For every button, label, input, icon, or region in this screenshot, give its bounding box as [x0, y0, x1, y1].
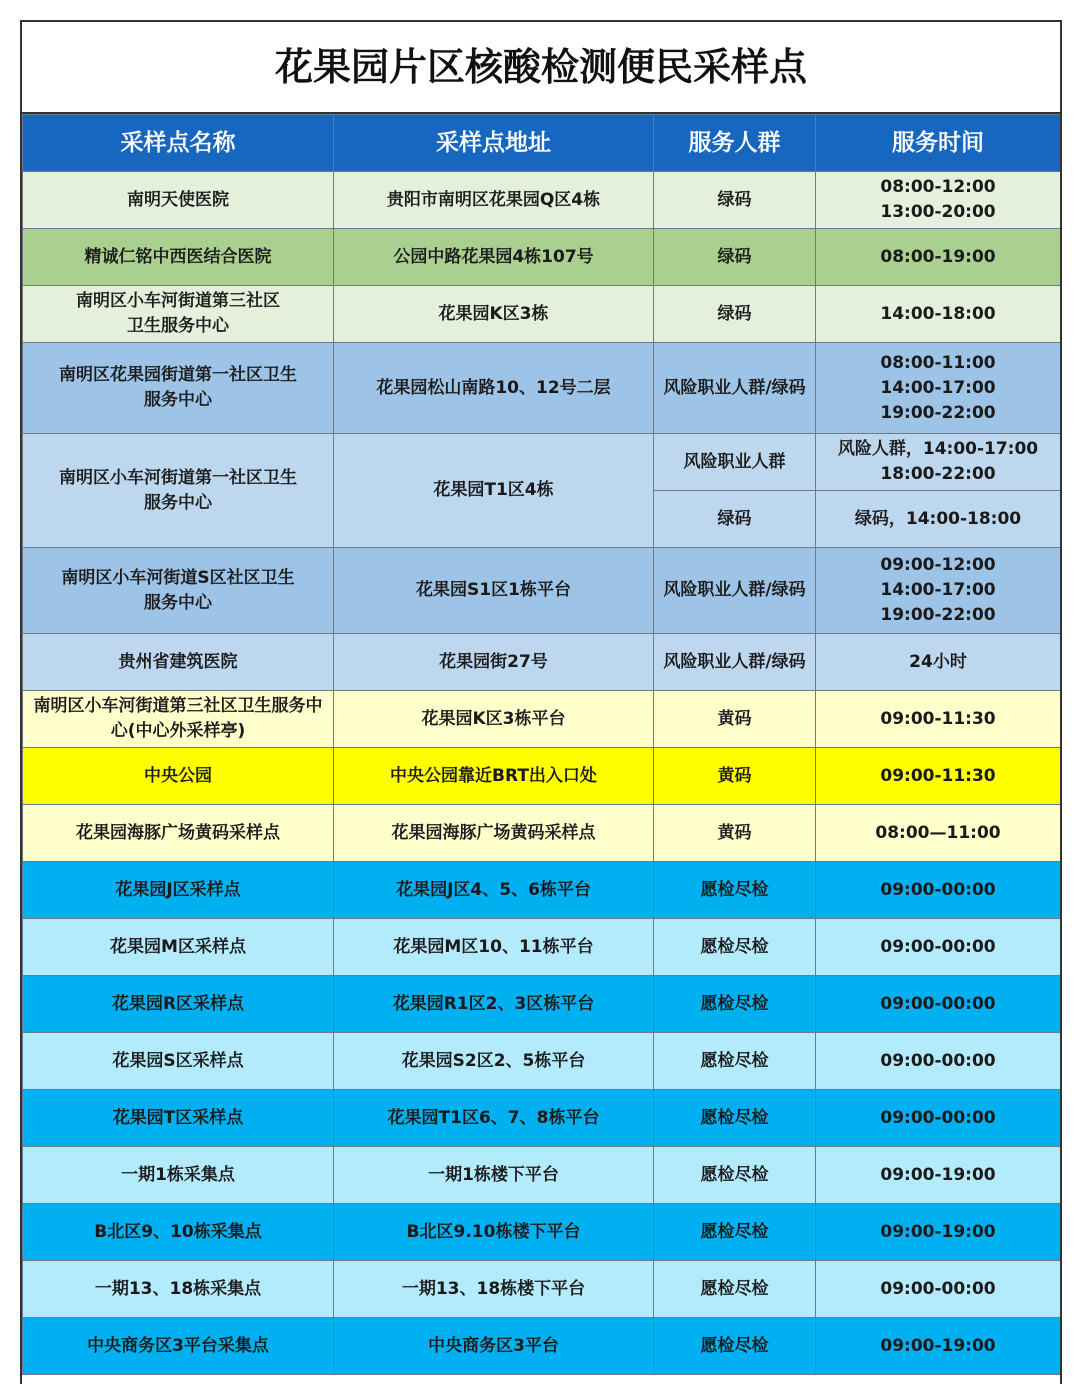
site-address: 花果园T1区6、7、8栋平台: [334, 1090, 654, 1147]
table-row: [23, 548, 1061, 634]
service-group: 绿码: [654, 491, 816, 548]
service-time: 绿码，14:00-18:00: [816, 491, 1061, 548]
service-group: 风险职业人群/绿码: [654, 343, 816, 434]
sampling-site-table: [22, 114, 1061, 1375]
service-group: 愿检尽检: [654, 919, 816, 976]
site-address: 花果园M区10、11栋平台: [334, 919, 654, 976]
table-row: [23, 805, 1061, 862]
service-time: 09:00-11:30: [816, 748, 1061, 805]
table-row: [23, 229, 1061, 286]
site-name: 南明区小车河街道第三社区卫生服务中 心(中心外采样亭): [23, 691, 334, 748]
header-service-time: 服务时间: [816, 115, 1061, 172]
site-name: 花果园T区采样点: [23, 1090, 334, 1147]
service-group: 愿检尽检: [654, 1318, 816, 1375]
service-group: 愿检尽检: [654, 1204, 816, 1261]
site-address: 花果园S2区2、5栋平台: [334, 1033, 654, 1090]
site-address: 花果园J区4、5、6栋平台: [334, 862, 654, 919]
site-name: 精诚仁铭中西医结合医院: [23, 229, 334, 286]
site-name: 一期1栋采集点: [23, 1147, 334, 1204]
site-name: 中央公园: [23, 748, 334, 805]
service-group: 愿检尽检: [654, 976, 816, 1033]
table-row: [23, 919, 1061, 976]
service-time: 14:00-18:00: [816, 286, 1061, 343]
service-group: 绿码: [654, 286, 816, 343]
service-group: 愿检尽检: [654, 1261, 816, 1318]
table-row: [23, 343, 1061, 434]
service-time: 09:00-00:00: [816, 919, 1061, 976]
site-name: 花果园S区采样点: [23, 1033, 334, 1090]
service-time: 09:00-00:00: [816, 1033, 1061, 1090]
site-address: 花果园S1区1栋平台: [334, 548, 654, 634]
service-time: 09:00-00:00: [816, 862, 1061, 919]
table-row: [23, 172, 1061, 229]
table-row: [23, 1204, 1061, 1261]
service-time: 09:00-19:00: [816, 1318, 1061, 1375]
site-name: 南明区小车河街道第三社区 卫生服务中心: [23, 286, 334, 343]
site-address: 公园中路花果园4栋107号: [334, 229, 654, 286]
page-title: 花果园片区核酸检测便民采样点: [22, 22, 1060, 114]
service-group: 愿检尽检: [654, 1147, 816, 1204]
site-name: 花果园R区采样点: [23, 976, 334, 1033]
document-frame: [20, 20, 1062, 1384]
service-time: 风险人群，14:00-17:00 18:00-22:00: [816, 434, 1061, 491]
table-row: [23, 434, 1061, 491]
service-time: 09:00-12:00 14:00-17:00 19:00-22:00: [816, 548, 1061, 634]
service-group: 愿检尽检: [654, 862, 816, 919]
service-time: 08:00-11:00 14:00-17:00 19:00-22:00: [816, 343, 1061, 434]
site-address: 贵阳市南明区花果园Q区4栋: [334, 172, 654, 229]
header-service-group: 服务人群: [654, 115, 816, 172]
table-row: [23, 1033, 1061, 1090]
site-name: 花果园海豚广场黄码采样点: [23, 805, 334, 862]
table-row: [23, 634, 1061, 691]
table-row: [23, 1261, 1061, 1318]
table-row: [23, 286, 1061, 343]
site-name: 中央商务区3平台采集点: [23, 1318, 334, 1375]
site-name: 南明区小车河街道第一社区卫生 服务中心: [23, 434, 334, 548]
site-address: 一期1栋楼下平台: [334, 1147, 654, 1204]
site-address: 花果园R1区2、3区栋平台: [334, 976, 654, 1033]
site-address: 花果园T1区4栋: [334, 434, 654, 548]
service-group: 风险职业人群/绿码: [654, 634, 816, 691]
service-time: 09:00-19:00: [816, 1204, 1061, 1261]
service-group: 绿码: [654, 172, 816, 229]
site-address: 花果园K区3栋平台: [334, 691, 654, 748]
site-name: 南明区小车河街道S区社区卫生 服务中心: [23, 548, 334, 634]
service-time: 24小时: [816, 634, 1061, 691]
service-group: 绿码: [654, 229, 816, 286]
service-group: 风险职业人群: [654, 434, 816, 491]
service-group: 风险职业人群/绿码: [654, 548, 816, 634]
table-row: [23, 748, 1061, 805]
service-time: 09:00-00:00: [816, 1261, 1061, 1318]
table-row: [23, 862, 1061, 919]
site-name: 花果园J区采样点: [23, 862, 334, 919]
site-address: 一期13、18栋楼下平台: [334, 1261, 654, 1318]
site-name: B北区9、10栋采集点: [23, 1204, 334, 1261]
site-address: 花果园海豚广场黄码采样点: [334, 805, 654, 862]
site-address: 花果园K区3栋: [334, 286, 654, 343]
site-name: 南明区花果园街道第一社区卫生 服务中心: [23, 343, 334, 434]
site-name: 南明天使医院: [23, 172, 334, 229]
site-address: 花果园松山南路10、12号二层: [334, 343, 654, 434]
header-site-name: 采样点名称: [23, 115, 334, 172]
service-group: 黄码: [654, 691, 816, 748]
table-row: [23, 976, 1061, 1033]
service-group: 愿检尽检: [654, 1033, 816, 1090]
site-name: 一期13、18栋采集点: [23, 1261, 334, 1318]
service-time: 08:00-12:00 13:00-20:00: [816, 172, 1061, 229]
table-header-row: [23, 115, 1061, 172]
service-group: 黄码: [654, 805, 816, 862]
table-row: [23, 1318, 1061, 1375]
table-row: [23, 1147, 1061, 1204]
site-address: 中央公园靠近BRT出入口处: [334, 748, 654, 805]
site-address: 中央商务区3平台: [334, 1318, 654, 1375]
service-time: 09:00-00:00: [816, 976, 1061, 1033]
service-time: 09:00-19:00: [816, 1147, 1061, 1204]
service-group: 愿检尽检: [654, 1090, 816, 1147]
service-time: 09:00-00:00: [816, 1090, 1061, 1147]
site-address: B北区9.10栋楼下平台: [334, 1204, 654, 1261]
header-site-address: 采样点地址: [334, 115, 654, 172]
site-name: 花果园M区采样点: [23, 919, 334, 976]
service-group: 黄码: [654, 748, 816, 805]
table-row: [23, 1090, 1061, 1147]
service-time: 08:00—11:00: [816, 805, 1061, 862]
service-time: 08:00-19:00: [816, 229, 1061, 286]
table-row: [23, 691, 1061, 748]
site-address: 花果园街27号: [334, 634, 654, 691]
site-name: 贵州省建筑医院: [23, 634, 334, 691]
service-time: 09:00-11:30: [816, 691, 1061, 748]
